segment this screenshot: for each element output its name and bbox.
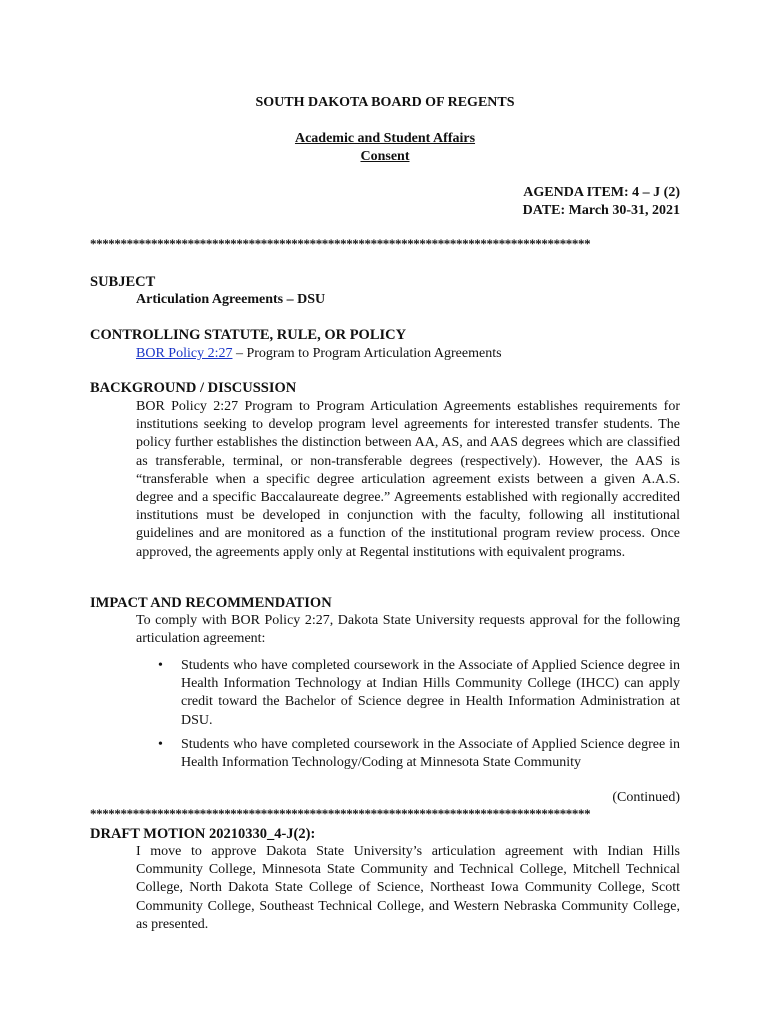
impact-heading: IMPACT AND RECOMMENDATION [90, 595, 332, 611]
separator-top: ********************************************************************************** [90, 236, 591, 251]
bullet-icon: • [158, 736, 163, 752]
category-title-text: Consent [360, 149, 410, 164]
list-item [136, 736, 680, 772]
motion-heading: DRAFT MOTION 20210330_4-J(2): [90, 826, 316, 842]
continued-label: (Continued) [612, 790, 680, 805]
motion-paragraph: I move to approve Dakota State University’s articulation agreement with Indian Hills Community College, Minnesota State Community and Technical College, Mitchell Technical College, North Dakota State College of Science, Northeast Iowa Community College, Scott Community College, Southeast Technical College, and Western Nebraska Community College, as presented. [136, 844, 680, 932]
impact-intro: To comply with BOR Policy 2:27, Dakota State University requests approval for the following articulation agreement: [136, 613, 680, 647]
subject-text: Articulation Agreements – DSU [136, 292, 326, 307]
controlling-rest: – Program to Program Articulation Agreements [232, 346, 502, 361]
background-heading: BACKGROUND / DISCUSSION [90, 380, 297, 396]
meeting-date: DATE: March 30-31, 2021 [522, 203, 680, 218]
separator-bottom: ********************************************************************************** [90, 806, 591, 821]
division-title [0, 131, 770, 147]
bor-policy-link[interactable]: BOR Policy 2:27 [136, 346, 233, 361]
bullet-icon: • [158, 658, 163, 673]
agreement-list [136, 657, 680, 778]
subject-heading: SUBJECT [90, 274, 156, 290]
division-title-text: Academic and Student Affairs [294, 131, 476, 146]
controlling-line [136, 345, 680, 363]
list-item-text: Students who have completed coursework in the Associate of Applied Science degree in Health Information Technology at Indian Hills Community College (IHCC) can apply credit toward the Bachelor of Science degree in Health Information Administration at DSU. [181, 658, 680, 728]
list-item-text: Students who have completed coursework in the Associate of Applied Science degree in Health Information Technology/Coding at Minnesota State Community [181, 736, 680, 771]
controlling-heading: CONTROLLING STATUTE, RULE, OR POLICY [90, 327, 407, 343]
background-paragraph: BOR Policy 2:27 Program to Program Articulation Agreements establishes requirements for institutions seeking to develop program level agreements for interested transfer students. The policy further establishes the distinction between AA, AS, and AAS degrees which are classified as transferable, terminal, or non-transferable degrees (respectively). However, the AAS is “transferable when a specific degree articulation agreement exists between a given A.A.S. degree and a specific Baccalaureate degree.” Agreements established with regionally accredited institutions must be developed in conjunction with the faculty, following all institutional guidelines and are monitored as a function of the institutional program review process. Once approved, the agreements apply only at Regental institutions with equivalent programs. [136, 399, 680, 560]
category-title [0, 149, 770, 165]
list-item [136, 657, 680, 730]
org-title: SOUTH DAKOTA BOARD OF REGENTS [255, 95, 515, 110]
agenda-item: AGENDA ITEM: 4 – J (2) [523, 185, 680, 200]
